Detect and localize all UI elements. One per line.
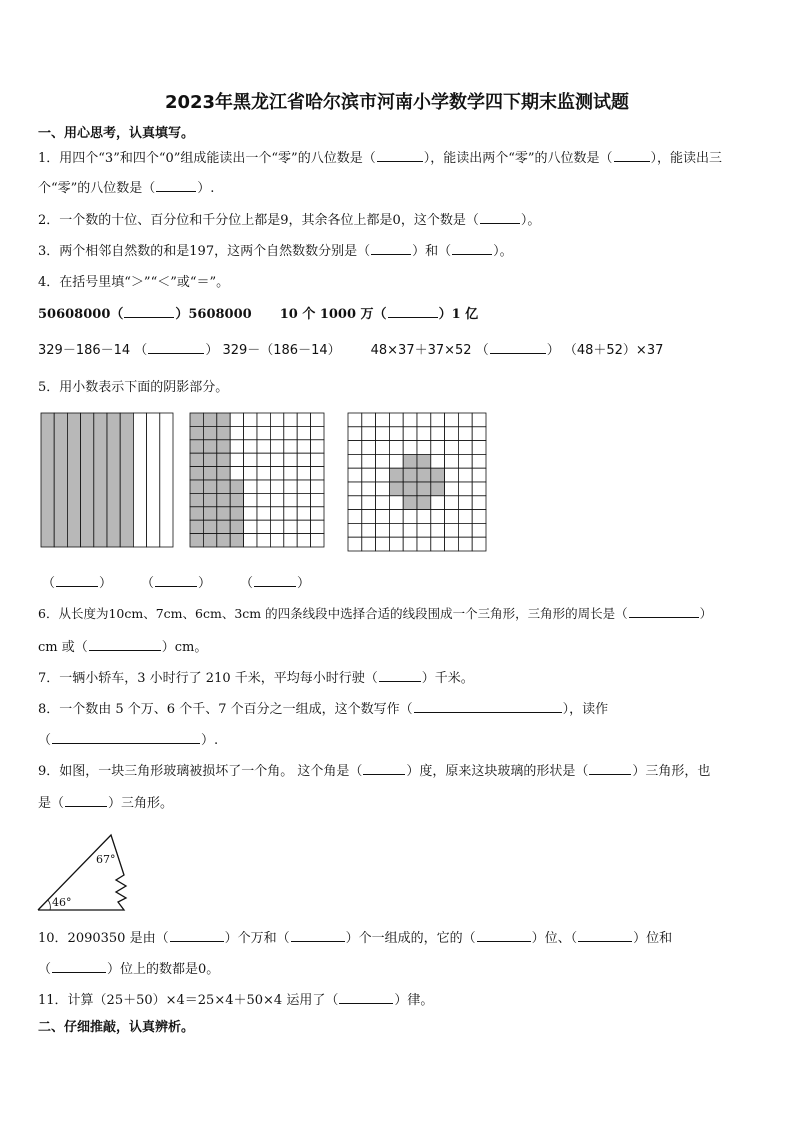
strip — [133, 413, 146, 547]
grid-cell — [244, 480, 257, 493]
grid-cell — [472, 496, 486, 510]
grid-cell — [376, 482, 390, 496]
grid-cell — [362, 510, 376, 524]
grid-cell — [257, 467, 270, 480]
grid-cell — [445, 510, 459, 524]
grid-cell — [244, 426, 257, 439]
grid-cell — [417, 510, 431, 524]
answer-blank[interactable] — [52, 961, 106, 973]
grid-cell — [244, 440, 257, 453]
grid-cell — [389, 427, 403, 441]
grid-cell — [257, 507, 270, 520]
shaded-cell — [417, 496, 431, 510]
shaded-cell — [203, 413, 216, 426]
grid-cell — [284, 426, 297, 439]
grid-cell — [472, 441, 486, 455]
answer-blank[interactable] — [477, 930, 531, 942]
grid-cell — [472, 482, 486, 496]
grid-cell — [270, 426, 283, 439]
grid-cell — [472, 510, 486, 524]
grid-cell — [431, 441, 445, 455]
grid-cell — [311, 467, 324, 480]
grid-cell — [297, 467, 310, 480]
grid-cell — [458, 454, 472, 468]
grid-cell — [431, 523, 445, 537]
grid-cell — [376, 468, 390, 482]
shaded-cell — [230, 520, 243, 533]
grid-cell — [297, 440, 310, 453]
shaded-strip — [54, 413, 67, 547]
grid-cell — [257, 493, 270, 506]
grid-cell — [431, 427, 445, 441]
shaded-cell — [217, 493, 230, 506]
answer-blank[interactable] — [339, 992, 393, 1004]
shaded-cell — [389, 482, 403, 496]
grid-cell — [445, 413, 459, 427]
grid-cell — [389, 523, 403, 537]
grid-cell — [389, 496, 403, 510]
shaded-cell — [190, 534, 203, 547]
question-1-line-2: 个“零”的八位数是（ ）. — [38, 181, 215, 196]
grid-cell — [244, 493, 257, 506]
shaded-strips-figure — [40, 412, 174, 548]
grid-cell — [376, 441, 390, 455]
shaded-cell — [230, 480, 243, 493]
section-2-heading: 二、仔细推敲，认真辨析。 — [38, 1020, 195, 1035]
shaded-strip — [41, 413, 54, 547]
grid-cell — [376, 523, 390, 537]
shaded-cell — [230, 534, 243, 547]
grid-cell — [445, 482, 459, 496]
grid-cell — [348, 454, 362, 468]
shaded-grid-figure-cross — [347, 412, 487, 552]
grid-cell — [445, 468, 459, 482]
grid-cell — [348, 510, 362, 524]
grid-cell — [297, 426, 310, 439]
grid-cell — [458, 496, 472, 510]
shaded-cell — [203, 426, 216, 439]
question-4-stem: 4．在括号里填“＞”“＜”或“＝”。 — [38, 275, 230, 290]
grid-cell — [458, 482, 472, 496]
grid-cell — [458, 510, 472, 524]
grid-cell — [403, 510, 417, 524]
answer-blank[interactable] — [629, 606, 699, 618]
strip — [160, 413, 173, 547]
answer-blank[interactable] — [254, 575, 296, 587]
shaded-cell — [417, 482, 431, 496]
grid-cell — [431, 496, 445, 510]
grid-cell — [297, 480, 310, 493]
shaded-grid-figure-l-shape — [189, 412, 325, 548]
grid-cell — [431, 413, 445, 427]
shaded-cell — [203, 493, 216, 506]
grid-cell — [431, 454, 445, 468]
question-7: 7．一辆小轿车，3 小时行了 210 千米，平均每小时行驶（ ）千米。 — [38, 671, 474, 686]
shaded-cell — [190, 453, 203, 466]
shaded-cell — [217, 453, 230, 466]
grid-cell — [376, 427, 390, 441]
grid-cell — [403, 413, 417, 427]
grid-cell — [389, 413, 403, 427]
question-2: 2．一个数的十位、百分位和千分位上都是9，其余各位上都是0，这个数是（ ）。 — [38, 213, 541, 228]
grid-cell — [257, 426, 270, 439]
answer-blank[interactable] — [363, 763, 405, 775]
grid-cell — [389, 510, 403, 524]
shaded-cell — [217, 426, 230, 439]
shaded-cell — [217, 480, 230, 493]
grid-cell — [297, 493, 310, 506]
grid-cell — [284, 520, 297, 533]
question-10-line-2: （ ）位上的数都是0。 — [38, 962, 220, 977]
answer-blank[interactable] — [156, 180, 196, 192]
shaded-cell — [190, 507, 203, 520]
shaded-cell — [203, 534, 216, 547]
section-1-heading: 一、用心思考，认真填写。 — [38, 126, 195, 141]
grid-cell — [362, 427, 376, 441]
shaded-cell — [217, 413, 230, 426]
answer-blank[interactable] — [170, 930, 224, 942]
shaded-cell — [203, 520, 216, 533]
grid-cell — [311, 520, 324, 533]
grid-cell — [284, 453, 297, 466]
answer-blank[interactable] — [490, 342, 546, 354]
shaded-cell — [190, 440, 203, 453]
grid-cell — [472, 413, 486, 427]
grid-cell — [458, 537, 472, 551]
question-4-row-2: 329－186－14 （ ） 329－（186－14） 48×37＋37×52 （ ） （48＋52）×37 — [38, 343, 664, 358]
shaded-cell — [203, 480, 216, 493]
grid-cell — [362, 441, 376, 455]
grid-cell — [230, 467, 243, 480]
answer-blank[interactable] — [291, 930, 345, 942]
answer-blank[interactable] — [148, 342, 204, 354]
question-8-line-2: （ ）. — [38, 733, 219, 748]
question-3: 3．两个相邻自然数的和是197，这两个自然数数分别是（ ）和（ ）。 — [38, 244, 513, 259]
grid-cell — [417, 413, 431, 427]
grid-cell — [445, 523, 459, 537]
shaded-strip — [107, 413, 120, 547]
shaded-cell — [403, 454, 417, 468]
grid-cell — [270, 507, 283, 520]
grid-cell — [431, 537, 445, 551]
grid-cell — [270, 520, 283, 533]
grid-cell — [284, 480, 297, 493]
shaded-cell — [190, 480, 203, 493]
grid-cell — [257, 413, 270, 426]
grid-cell — [297, 507, 310, 520]
answer-blank[interactable] — [377, 150, 423, 162]
grid-cell — [244, 534, 257, 547]
grid-cell — [445, 427, 459, 441]
answer-blank[interactable] — [379, 670, 421, 682]
question-9-line-2: 是（ ）三角形。 — [38, 796, 174, 811]
grid-cell — [445, 454, 459, 468]
grid-cell — [472, 427, 486, 441]
grid-cell — [376, 537, 390, 551]
shaded-cell — [417, 468, 431, 482]
grid-cell — [376, 510, 390, 524]
grid-cell — [244, 453, 257, 466]
grid-cell — [389, 537, 403, 551]
grid-cell — [284, 413, 297, 426]
shaded-cell — [389, 468, 403, 482]
grid-cell — [431, 510, 445, 524]
answer-blank[interactable] — [614, 150, 650, 162]
grid-cell — [348, 427, 362, 441]
shaded-cell — [217, 467, 230, 480]
grid-cell — [270, 480, 283, 493]
question-9-line-1: 9．如图，一块三角形玻璃被损坏了一个角。 这个角是（ ）度，原来这块玻璃的形状是（ ）三角形，也 — [38, 764, 711, 779]
grid-cell — [472, 523, 486, 537]
grid-cell — [472, 537, 486, 551]
grid-cell — [376, 496, 390, 510]
grid-cell — [284, 440, 297, 453]
shaded-cell — [230, 507, 243, 520]
shaded-strip — [94, 413, 107, 547]
grid-cell — [297, 453, 310, 466]
grid-cell — [348, 496, 362, 510]
grid-cell — [230, 426, 243, 439]
angle-label-67: 67° — [96, 853, 116, 866]
answer-blank[interactable] — [589, 763, 631, 775]
question-1-line-1: 1．用四个“3”和四个“0”组成能读出一个“零”的八位数是（ ），能读出两个“零”的八位数是（ ），能读出三 — [38, 151, 723, 166]
grid-cell — [311, 534, 324, 547]
shaded-cell — [217, 507, 230, 520]
grid-cell — [284, 534, 297, 547]
grid-cell — [270, 440, 283, 453]
grid-cell — [403, 427, 417, 441]
grid-cell — [311, 413, 324, 426]
answer-blank[interactable] — [89, 639, 161, 651]
strip — [147, 413, 160, 547]
broken-triangle-figure — [36, 830, 136, 914]
shaded-strip — [120, 413, 133, 547]
grid-cell — [297, 520, 310, 533]
grid-cell — [362, 537, 376, 551]
grid-cell — [311, 480, 324, 493]
grid-cell — [348, 482, 362, 496]
angle-label-46: 46° — [52, 896, 72, 909]
answer-blank[interactable] — [371, 243, 411, 255]
grid-cell — [472, 468, 486, 482]
grid-cell — [362, 482, 376, 496]
grid-cell — [244, 507, 257, 520]
grid-cell — [362, 468, 376, 482]
grid-cell — [284, 493, 297, 506]
grid-cell — [348, 413, 362, 427]
question-11: 11．计算（25＋50）×4＝25×4＋50×4 运用了（ ）律。 — [38, 993, 434, 1008]
shaded-cell — [230, 493, 243, 506]
grid-cell — [348, 468, 362, 482]
grid-cell — [311, 426, 324, 439]
grid-cell — [244, 467, 257, 480]
grid-cell — [362, 413, 376, 427]
grid-cell — [284, 467, 297, 480]
grid-cell — [458, 413, 472, 427]
grid-cell — [458, 427, 472, 441]
grid-cell — [417, 523, 431, 537]
answer-blank[interactable] — [56, 575, 98, 587]
figure-3-answer: （ ） — [240, 576, 311, 591]
grid-cell — [417, 537, 431, 551]
grid-cell — [362, 523, 376, 537]
shaded-cell — [217, 534, 230, 547]
answer-blank[interactable] — [480, 212, 520, 224]
grid-cell — [244, 520, 257, 533]
grid-cell — [230, 413, 243, 426]
shaded-cell — [203, 467, 216, 480]
answer-blank[interactable] — [52, 732, 200, 744]
grid-cell — [297, 413, 310, 426]
grid-cell — [348, 441, 362, 455]
shaded-cell — [403, 482, 417, 496]
grid-cell — [445, 441, 459, 455]
question-6-line-1: 6．从长度为10cm、7cm、6cm、3cm 的四条线段中选择合适的线段围成一个三角形，三角形的周长是（ ） — [38, 606, 713, 621]
grid-cell — [270, 453, 283, 466]
grid-cell — [389, 454, 403, 468]
grid-cell — [257, 453, 270, 466]
shaded-cell — [403, 496, 417, 510]
grid-cell — [403, 523, 417, 537]
question-4-row-1: 50608000（ ）5608000 10 个 1000 万（ ）1 亿 — [38, 307, 479, 322]
grid-cell — [458, 441, 472, 455]
grid-cell — [230, 453, 243, 466]
grid-cell — [311, 440, 324, 453]
grid-cell — [311, 507, 324, 520]
grid-cell — [403, 537, 417, 551]
shaded-cell — [203, 440, 216, 453]
shaded-cell — [217, 520, 230, 533]
shaded-cell — [403, 468, 417, 482]
grid-cell — [472, 454, 486, 468]
answer-blank[interactable] — [414, 701, 562, 713]
shaded-cell — [431, 482, 445, 496]
grid-cell — [389, 441, 403, 455]
grid-cell — [257, 520, 270, 533]
grid-cell — [311, 493, 324, 506]
page-title: 2023年黑龙江省哈尔滨市河南小学数学四下期末监测试题 — [164, 92, 630, 113]
question-5-stem: 5．用小数表示下面的阴影部分。 — [38, 380, 229, 395]
answer-blank[interactable] — [155, 575, 197, 587]
shaded-cell — [190, 467, 203, 480]
answer-blank[interactable] — [65, 795, 107, 807]
grid-cell — [403, 441, 417, 455]
grid-cell — [257, 534, 270, 547]
shaded-cell — [203, 453, 216, 466]
grid-cell — [362, 496, 376, 510]
grid-cell — [244, 413, 257, 426]
question-8-line-1: 8．一个数由 5 个万、6 个千、7 个百分之一组成，这个数写作（ ），读作 — [38, 702, 609, 717]
shaded-cell — [190, 413, 203, 426]
grid-cell — [376, 413, 390, 427]
grid-cell — [376, 454, 390, 468]
grid-cell — [230, 440, 243, 453]
grid-cell — [348, 523, 362, 537]
grid-cell — [270, 467, 283, 480]
grid-cell — [348, 537, 362, 551]
grid-cell — [458, 468, 472, 482]
grid-cell — [445, 537, 459, 551]
figure-2-answer: （ ） — [141, 576, 212, 591]
grid-cell — [445, 496, 459, 510]
question-10-line-1: 10．2090350 是由（ ）个万和（ ）个一组成的，它的（ ）位、（ ）位和 — [38, 931, 673, 946]
shaded-cell — [417, 454, 431, 468]
shaded-cell — [431, 468, 445, 482]
grid-cell — [270, 534, 283, 547]
shaded-strip — [81, 413, 94, 547]
grid-cell — [362, 454, 376, 468]
grid-cell — [458, 523, 472, 537]
grid-cell — [270, 493, 283, 506]
grid-cell — [417, 427, 431, 441]
answer-blank[interactable] — [452, 243, 492, 255]
answer-blank[interactable] — [578, 930, 632, 942]
answer-blank[interactable] — [388, 306, 438, 318]
shaded-cell — [190, 426, 203, 439]
answer-blank[interactable] — [124, 306, 174, 318]
grid-cell — [270, 413, 283, 426]
shaded-strip — [67, 413, 80, 547]
shaded-cell — [217, 440, 230, 453]
shaded-cell — [190, 520, 203, 533]
grid-cell — [297, 534, 310, 547]
grid-cell — [284, 507, 297, 520]
grid-cell — [257, 440, 270, 453]
shaded-cell — [190, 493, 203, 506]
question-6-line-2: cm 或（ ）cm。 — [38, 640, 208, 655]
grid-cell — [311, 453, 324, 466]
shaded-cell — [203, 507, 216, 520]
figure-1-answer: （ ） — [42, 576, 113, 591]
grid-cell — [417, 441, 431, 455]
grid-cell — [257, 480, 270, 493]
